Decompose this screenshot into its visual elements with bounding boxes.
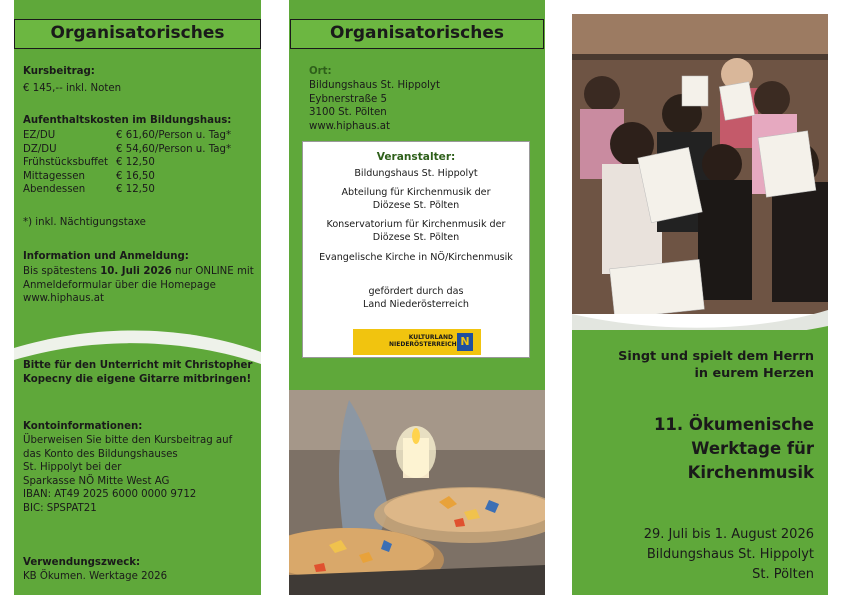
panel-organisatorisches-1 <box>14 0 261 595</box>
veranstalter-label: Veranstalter: <box>376 151 456 163</box>
cost-row <box>23 170 253 184</box>
cost-label: Frühstücksbuffet <box>23 157 108 169</box>
cost-value: € 54,60/Person u. Tag* <box>116 143 232 155</box>
konto-line: Überweisen Sie bitte den Kursbeitrag auf <box>23 435 233 446</box>
ort-line: Bildungshaus St. Hippolyt <box>309 80 440 91</box>
cost-value: € 12,50 <box>116 184 155 196</box>
logo-line: KULTURLAND <box>408 334 453 341</box>
candle-bowl-illustration <box>289 390 545 595</box>
info-label: Information und Anmeldung: <box>23 251 189 262</box>
subtitle-line: in eurem Herzen <box>694 366 814 381</box>
title-block <box>572 330 828 595</box>
cost-row <box>23 129 253 143</box>
subtitle <box>618 348 814 382</box>
cost-table <box>23 129 253 197</box>
gitarre-note <box>23 359 252 386</box>
homepage-link[interactable]: www.hiphaus.at <box>23 293 104 305</box>
cost-label: EZ/DU <box>23 130 56 141</box>
cost-value: € 61,60/Person u. Tag* <box>116 130 232 141</box>
info-text-pre: Bis spätestens <box>23 266 101 277</box>
cost-note: *) inkl. Nächtigungstaxe <box>23 217 146 228</box>
logo-text <box>389 334 457 348</box>
ort-lines <box>309 79 440 133</box>
logo-line: NIEDERÖSTERREICH <box>389 341 457 348</box>
info-line: Anmeldeformular über die Homepage <box>23 279 216 291</box>
veranstalter-item: Bildungshaus St. Hippolyt <box>354 167 478 179</box>
event-city: St. Pölten <box>752 567 814 582</box>
info-deadline: 10. Juli 2026 <box>100 266 172 277</box>
kursbeitrag-label: Kursbeitrag: <box>23 66 95 77</box>
konto-line: das Konto des Bildungshauses <box>23 448 178 460</box>
veranstalter-item: Konservatorium für Kirchenmusik der Diözese St. Pölten <box>326 219 506 243</box>
info-text <box>23 265 259 306</box>
aufenthalt-label: Aufenthaltskosten im Bildungshaus: <box>23 115 232 126</box>
section-header: Organisatorisches <box>14 19 261 49</box>
zweck-value: KB Ökumen. Werktage 2026 <box>23 571 168 582</box>
event-date: 29. Juli bis 1. August 2026 <box>643 527 814 542</box>
kulturland-logo <box>353 329 481 355</box>
konto-line: Sparkasse NÖ Mitte West AG <box>23 475 170 487</box>
title-line: Kirchenmusik <box>687 463 814 482</box>
konto-lines <box>23 434 232 516</box>
ort-line: 3100 St. Pölten <box>309 107 387 119</box>
gefoerdert-line: Land Niederösterreich <box>363 298 469 310</box>
info-text-post: nur ONLINE mit <box>171 266 254 277</box>
title-line: 11. Ökumenische <box>653 415 814 434</box>
section-header: Organisatorisches <box>290 19 544 49</box>
kursbeitrag-value: € 145,-- inkl. Noten <box>23 83 122 94</box>
panel-organisatorisches-2 <box>289 0 545 595</box>
cost-value: € 16,50 <box>116 170 155 182</box>
choir-illustration <box>572 14 828 314</box>
choir-photo <box>572 14 828 314</box>
veranstalter-item: Abteilung für Kirchenmusik der Diözese St. Pölten <box>341 187 491 211</box>
title-line: Werktage für <box>691 439 814 458</box>
veranstalter-item: Evangelische Kirche in NÖ/Kirchenmusik <box>319 251 513 263</box>
ort-link[interactable]: www.hiphaus.at <box>309 120 390 132</box>
event-place: Bildungshaus St. Hippolyt <box>646 547 814 562</box>
konto-label: Kontoinformationen: <box>23 421 143 432</box>
gitarre-line: Kopecny die eigene Gitarre mitbringen! <box>23 373 252 385</box>
cost-value: € 12,50 <box>116 157 155 169</box>
subtitle-line: Singt und spielt dem Herrn <box>618 349 814 364</box>
panel-cover <box>572 0 828 595</box>
candle-bowl-photo <box>289 390 545 595</box>
konto-line: IBAN: AT49 2025 6000 0000 9712 <box>23 489 197 501</box>
cost-row <box>23 156 253 170</box>
veranstalter-box <box>302 141 530 358</box>
gefoerdert-text <box>303 286 529 311</box>
main-title <box>654 413 814 485</box>
cost-row <box>23 143 253 157</box>
gefoerdert-line: gefördert durch das <box>368 286 464 298</box>
cost-label: Mittagessen <box>23 170 85 182</box>
gitarre-line: Bitte für den Unterricht mit Christopher <box>23 360 253 371</box>
logo-mark-icon: N <box>457 333 473 351</box>
ort-label: Ort: <box>309 66 332 77</box>
ort-line: Eybnerstraße 5 <box>309 93 387 105</box>
cost-label: DZ/DU <box>23 143 57 155</box>
konto-line: St. Hippolyt bei der <box>23 462 122 474</box>
konto-line: BIC: SPSPAT21 <box>23 502 97 514</box>
cost-row <box>23 183 253 197</box>
event-details <box>644 525 814 585</box>
cost-label: Abendessen <box>23 184 86 196</box>
zweck-label: Verwendungszweck: <box>23 557 141 568</box>
